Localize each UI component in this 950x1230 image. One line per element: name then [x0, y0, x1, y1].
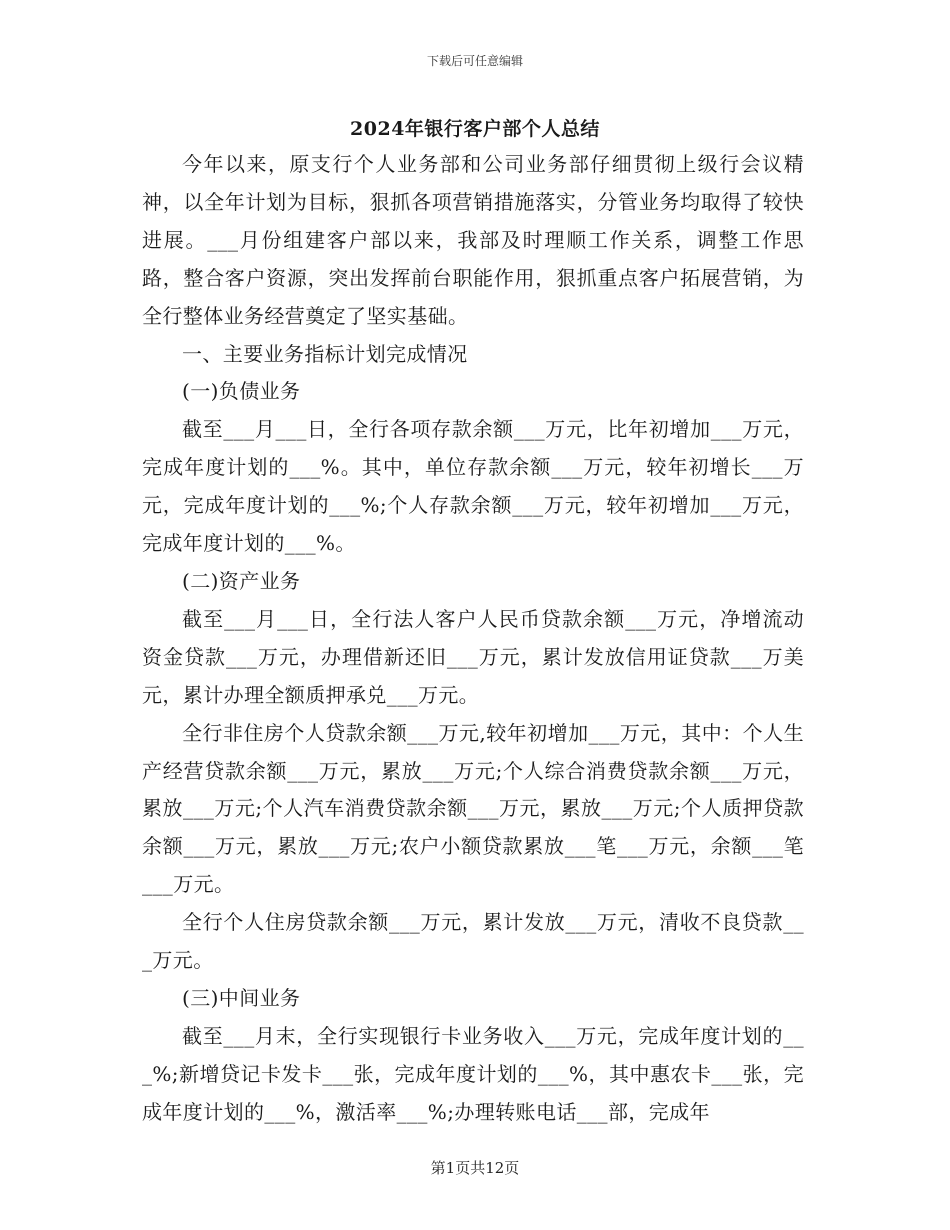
paragraph-corporate-loans: 截至___月___日，全行法人客户人民币贷款余额___万元，净增流动资金贷款___万元，办理借新还旧___万元，累计发放信用证贷款___万美元，累计办理全额质押承兑___万元。 [142, 606, 804, 707]
document-title: 2024年银行客户部个人总结 [350, 118, 600, 140]
paragraph-liabilities: 截至___月___日，全行各项存款余额___万元，比年初增加___万元，完成年度计划的___%。其中，单位存款余额___万元，较年初增长___万元，完成年度计划的___%;个人存款余额___万元，较年初增加___万元，完成年度计划的___%。 [142, 417, 804, 556]
page-number: 第1页共12页 [430, 1159, 520, 1177]
section-heading-main-indicators: 一、主要业务指标计划完成情况 [182, 341, 468, 366]
paragraph-intro: 今年以来，原支行个人业务部和公司业务部仔细贯彻上级行会议精神，以全年计划为目标，狠抓各项营销措施落实，分管业务均取得了较快进展。___月份组建客户部以来，我部及时理顺工作关系，调整工作思路，整合客户资源，突出发挥前台职能作用，狠抓重点客户拓展营销，为全行整体业务经营奠定了坚实基础。 [142, 152, 804, 328]
subsection-heading-liabilities: (一)负债业务 [182, 379, 301, 404]
document-body [142, 146, 804, 1132]
subsection-heading-assets: (二)资产业务 [182, 568, 301, 593]
page-header-note: 下载后可任意编辑 [426, 54, 523, 68]
paragraph-intermediary: 截至___月末，全行实现银行卡业务收入___万元，完成年度计划的___%;新增贷记卡发卡___张，完成年度计划的___%，其中惠农卡___张，完成年度计划的___%，激活率___%;办理转账电话___部，完成年 [142, 1023, 804, 1124]
subsection-heading-intermediary: (三)中间业务 [182, 985, 301, 1010]
paragraph-housing-loans: 全行个人住房贷款余额___万元，累计发放___万元，清收不良贷款___万元。 [142, 910, 804, 973]
paragraph-personal-loans: 全行非住房个人贷款余额___万元,较年初增加___万元，其中：个人生产经营贷款余额___万元，累放___万元;个人综合消费贷款余额___万元，累放___万元;个人汽车消费贷款余额___万元，累放___万元;个人质押贷款余额___万元，累放___万元;农户小额贷款累放___笔___万元，余额___笔___万元。 [142, 720, 804, 897]
